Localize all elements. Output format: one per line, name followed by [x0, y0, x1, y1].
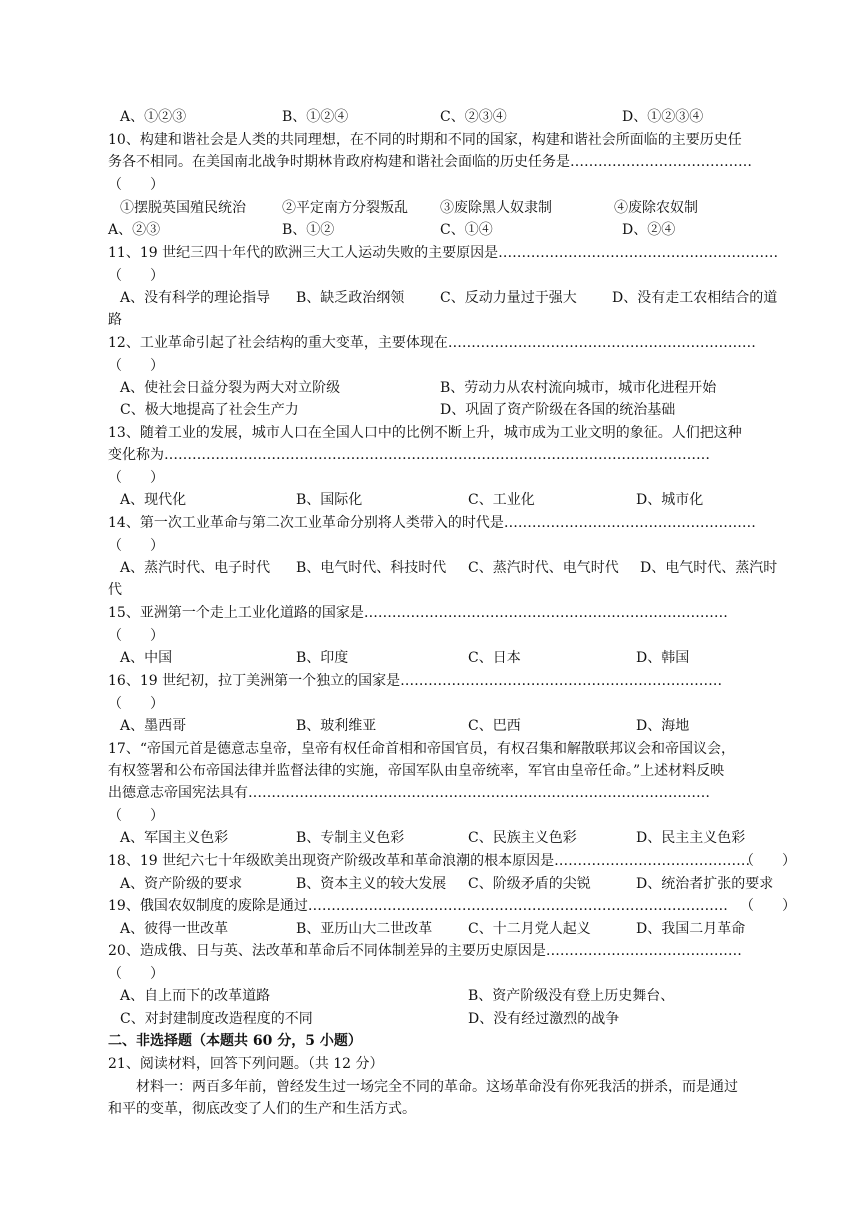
text-cell: ④废除农奴制 [614, 200, 698, 216]
text-cell: ①摆脱英国殖民统治 [120, 200, 246, 216]
text-cell: C、日本 [468, 650, 521, 666]
text-cell: D、韩国 [636, 650, 690, 666]
text-line: （ ） [108, 538, 164, 554]
text-cell: B、①② [282, 222, 335, 238]
text-cell: A、墨西哥 [120, 718, 187, 734]
text-cell: D、没有走工农相结合的道 [612, 290, 778, 306]
text-line: 变化称为……………………………………………………………………………………………………… [108, 447, 710, 463]
text-line: 15、亚洲第一个走上工业化道路的国家是…………………………………………………………………… [108, 605, 728, 621]
text-cell: B、国际化 [296, 492, 363, 508]
text-cell: C、民族主义色彩 [468, 830, 577, 846]
text-line: （ ） [108, 696, 164, 712]
text-line: （ ） [108, 177, 164, 193]
text-cell: B、玻利维亚 [296, 718, 377, 734]
text-cell: B、资产阶级没有登上历史舞台、 [468, 988, 675, 1004]
text-cell: A、①②③ [120, 109, 187, 125]
text-cell: A、中国 [120, 650, 173, 666]
text-cell: C、巴西 [468, 718, 521, 734]
text-cell: B、专制主义色彩 [296, 830, 405, 846]
text-cell: B、资本主义的较大发展 [296, 876, 447, 892]
text-cell: B、缺乏政治纲领 [296, 290, 405, 306]
text-cell: D、①②③④ [622, 109, 704, 125]
text-line: 10、构建和谐社会是人类的共同理想，在不同的时期和不同的国家，构建和谐社会所面临的主要历史任 [108, 132, 742, 148]
text-cell: D、海地 [636, 718, 690, 734]
text-cell: C、对封建制度改造程度的不同 [120, 1011, 313, 1027]
text-cell: （ ） [740, 853, 796, 869]
text-cell: C、反动力量过于强大 [440, 290, 577, 306]
text-line: 13、随着工业的发展，城市人口在全国人口中的比例不断上升，城市成为工业文明的象征。人们把这种 [108, 425, 742, 441]
text-cell: D、我国二月革命 [636, 921, 746, 937]
text-cell: A、自上而下的改革道路 [120, 988, 271, 1004]
text-line: 材料一：两百多年前，曾经发生过一场完全不同的革命。这场革命没有你死我活的拼杀，而是通过 [136, 1079, 738, 1095]
text-line: 出德意志帝国宪法具有……………………………………………………………………………………… [108, 785, 710, 801]
text-cell: D、巩固了资产阶级在各国的统治基础 [440, 402, 676, 418]
text-line: 务各不相同。在美国南北战争时期林肯政府构建和谐社会面临的历史任务是………………………………… [108, 154, 752, 170]
text-line: （ ） [108, 966, 164, 982]
text-cell: A、军国主义色彩 [120, 830, 229, 846]
text-cell: C、十二月党人起义 [468, 921, 591, 937]
text-cell: 19、俄国农奴制度的废除是通过……………………………………………………………………………… [108, 898, 728, 914]
text-cell: D、②④ [622, 222, 676, 238]
text-line: 21、阅读材料，回答下列问题。（共 12 分） [108, 1056, 384, 1072]
text-cell: ②平定南方分裂叛乱 [282, 200, 408, 216]
text-line: （ ） [108, 628, 164, 644]
text-cell: 18、19 世纪六七十年级欧美出现资产阶级改革和革命浪潮的根本原因是…………………………………… [108, 853, 751, 869]
text-line: 11、19 世纪三四十年代的欧洲三大工人运动失败的主要原因是…………………………………………………… [108, 245, 779, 261]
text-cell: ③废除黑人奴隶制 [440, 200, 552, 216]
text-line: 和平的变革，彻底改变了人们的生产和生活方式。 [108, 1101, 416, 1117]
text-line: 20、造成俄、日与英、法改革和革命后不同体制差异的主要历史原因是…………………………………… [108, 943, 742, 959]
text-cell: C、①④ [440, 222, 493, 238]
text-cell: C、极大地提高了社会生产力 [120, 402, 299, 418]
text-cell: B、①②④ [282, 109, 349, 125]
text-cell: C、蒸汽时代、电气时代 [468, 560, 619, 576]
text-line: 14、第一次工业革命与第二次工业革命分别将人类带入的时代是……………………………………………… [108, 515, 756, 531]
text-line: 路 [108, 312, 122, 328]
text-line: （ ） [108, 470, 164, 486]
text-cell: B、亚历山大二世改革 [296, 921, 433, 937]
text-cell: C、阶级矛盾的尖锐 [468, 876, 591, 892]
text-cell: A、现代化 [120, 492, 187, 508]
text-cell: D、民主主义色彩 [636, 830, 746, 846]
text-cell: A、资产阶级的要求 [120, 876, 243, 892]
text-line: 17、“帝国元首是德意志皇帝，皇帝有权任命首相和帝国官员，有权召集和解散联邦议会和帝国议会， [108, 741, 735, 757]
text-cell: A、②③ [108, 222, 161, 238]
text-cell: （ ） [740, 898, 796, 914]
text-line: 16、19 世纪初，拉丁美洲第一个独立的国家是…………………………………………………………… [108, 673, 723, 689]
text-cell: B、印度 [296, 650, 349, 666]
text-cell: C、②③④ [440, 109, 507, 125]
text-line: 12、工业革命引起了社会结构的重大变革，主要体现在………………………………………………………… [108, 335, 756, 351]
text-cell: D、城市化 [636, 492, 704, 508]
text-line: 代 [108, 582, 122, 598]
text-cell: A、彼得一世改革 [120, 921, 229, 937]
text-line: 有权签署和公布帝国法律并监督法律的实施，帝国军队由皇帝统率，军官由皇帝任命。”上述材料反映 [108, 763, 725, 779]
text-cell: A、使社会日益分裂为两大对立阶级 [120, 380, 341, 396]
text-cell: D、没有经过激烈的战争 [468, 1011, 620, 1027]
text-line: （ ） [108, 808, 164, 824]
text-cell: D、电气时代、蒸汽时 [640, 560, 778, 576]
text-cell: C、工业化 [468, 492, 535, 508]
text-cell: A、蒸汽时代、电子时代 [120, 560, 271, 576]
text-line: （ ） [108, 358, 164, 374]
text-cell: D、统治者扩张的要求 [636, 876, 774, 892]
text-line: （ ） [108, 268, 164, 284]
text-cell: B、劳动力从农村流向城市，城市化进程开始 [440, 380, 717, 396]
text-cell: B、电气时代、科技时代 [296, 560, 447, 576]
text-cell: A、没有科学的理论指导 [120, 290, 271, 306]
section-heading: 二、非选择题（本题共 60 分，5 小题） [108, 1033, 362, 1049]
